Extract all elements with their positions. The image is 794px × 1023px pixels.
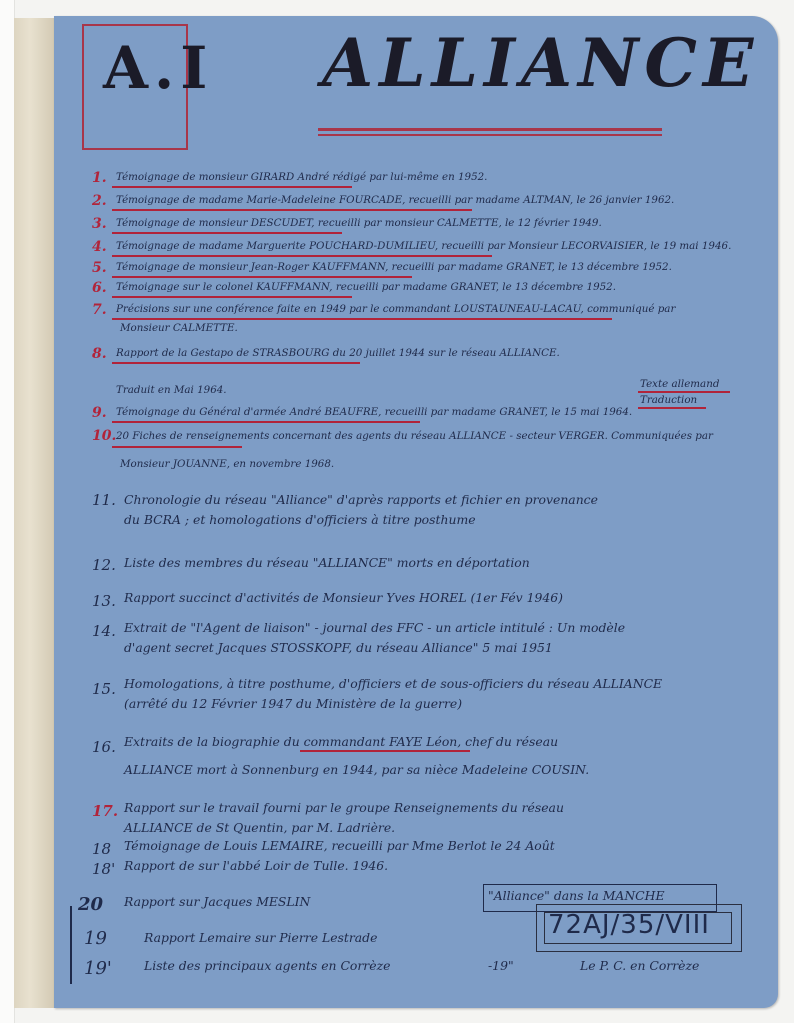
underline	[300, 750, 470, 752]
underline	[638, 407, 706, 409]
item-line: ALLIANCE mort à Sonnenburg en 1944, par sa nièce Madeleine COUSIN.	[124, 762, 590, 777]
underline	[112, 362, 360, 364]
item-number: 6.	[92, 280, 107, 296]
item-line: Chronologie du réseau "Alliance" d'après rapports et fichier en provenance	[124, 492, 598, 507]
item-line: Extraits de la biographie du commandant FAYE Léon, chef du réseau	[124, 734, 559, 749]
underline	[112, 255, 492, 257]
item-line: Rapport sur Jacques MESLIN	[124, 894, 311, 909]
item-number: 20	[78, 894, 104, 915]
underline	[112, 209, 472, 211]
title-underline	[318, 128, 662, 131]
item-side-note: Texte allemand	[640, 378, 720, 390]
item-line: Monsieur JOUANNE, en novembre 1968.	[120, 458, 335, 470]
underline	[112, 296, 352, 298]
item-number: 14.	[92, 622, 116, 640]
item-line: Témoignage de monsieur GIRARD André rédigé par lui-même en 1952.	[116, 171, 488, 183]
item-number: 1.	[92, 170, 107, 186]
underline	[112, 276, 412, 278]
item-number: 9.	[92, 405, 107, 421]
item-side-note: Traduction	[640, 394, 698, 406]
folder-spine	[14, 18, 55, 1008]
item-line: Rapport sur le travail fourni par le groupe Renseignements du réseau	[124, 800, 564, 815]
item-number: 5.	[92, 260, 107, 276]
title-name: ALLIANCE	[322, 24, 760, 102]
title-underline-2	[318, 134, 662, 136]
underline	[112, 232, 342, 234]
item-line: (arrêté du 12 Février 1947 du Ministère de la guerre)	[124, 696, 463, 711]
underline	[112, 186, 352, 188]
bracket-mark	[70, 906, 78, 984]
item-line: 20 Fiches de renseignements concernant des agents du réseau ALLIANCE - secteur VERGER. Communiquées par	[116, 430, 713, 442]
item-number: 19'	[84, 958, 112, 979]
archive-stamp: 72AJ/35/VIII	[548, 910, 710, 940]
item-line: Liste des principaux agents en Corrèze	[144, 958, 391, 973]
item-side-note: Le P. C. en Corrèze	[580, 958, 700, 973]
item-line: Précisions sur une conférence faite en 1949 par le commandant LOUSTAUNEAU-LACAU, communiqué par	[116, 303, 676, 315]
item-number: 11.	[92, 491, 116, 509]
title-code: A.I	[103, 34, 214, 102]
item-number: 2.	[92, 193, 107, 209]
item-line: Monsieur CALMETTE.	[120, 322, 238, 334]
item-number: 13.	[92, 592, 116, 610]
item-number: 18	[92, 840, 112, 858]
item-number: 19	[84, 928, 107, 949]
item-number: 12.	[92, 556, 116, 574]
item-number: 15.	[92, 680, 116, 698]
item-number: 7.	[92, 302, 107, 318]
item-number: 8.	[92, 346, 107, 362]
item-number: 3.	[92, 216, 107, 232]
item-line: Témoignage de madame Marie-Madeleine FOURCADE, recueilli par madame ALTMAN, le 26 janvier 1962.	[116, 194, 675, 206]
item-line: Témoignage sur le colonel KAUFFMANN, recueilli par madame GRANET, le 13 décembre 1952.	[116, 281, 617, 293]
underline	[112, 421, 420, 423]
item-number: 18'	[92, 860, 116, 878]
item-line: Témoignage de madame Marguerite POUCHARD-DUMILIEU, recueilli par Monsieur LECORVAISIER, le 19 mai 1946.	[116, 240, 732, 252]
item-line: ALLIANCE de St Quentin, par M. Ladrière.	[124, 820, 396, 835]
item-line: Témoignage de monsieur DESCUDET, recueilli par monsieur CALMETTE, le 12 février 1949.	[116, 217, 602, 229]
underline	[638, 391, 730, 393]
item-line: Témoignage de Louis LEMAIRE, recueilli par Mme Berlot le 24 Août	[124, 838, 555, 853]
item-line: du BCRA ; et homologations d'officiers à titre posthume	[124, 512, 476, 527]
item-line: Témoignage de monsieur Jean-Roger KAUFFMANN, recueilli par madame GRANET, le 13 décembre 1952.	[116, 261, 672, 273]
page-edge	[0, 0, 15, 1023]
underline	[112, 446, 242, 448]
item-line: Extrait de "l'Agent de liaison" - journal des FFC - un article intitulé : Un modèle	[124, 620, 626, 635]
item-line: Liste des membres du réseau "ALLIANCE" morts en déportation	[124, 555, 530, 570]
item-number: 17.	[92, 802, 119, 820]
item-line: Rapport de la Gestapo de STRASBOURG du 20 juillet 1944 sur le réseau ALLIANCE.	[116, 347, 560, 359]
item-number: 16.	[92, 738, 116, 756]
item-side-note: "Alliance" dans la MANCHE	[488, 888, 665, 903]
item-side-note: -19"	[488, 958, 514, 973]
item-number: 4.	[92, 239, 107, 255]
item-number: 10.	[92, 428, 117, 444]
item-line: Témoignage du Général d'armée André BEAUFRE, recueilli par madame GRANET, le 15 mai 1964.	[116, 406, 633, 418]
item-line: Rapport Lemaire sur Pierre Lestrade	[144, 930, 378, 945]
underline	[112, 318, 612, 320]
item-line: Homologations, à titre posthume, d'officiers et de sous-officiers du réseau ALLIANCE	[124, 676, 663, 691]
item-line: Rapport succinct d'activités de Monsieur Yves HOREL (1er Fév 1946)	[124, 590, 563, 605]
item-line: Traduit en Mai 1964.	[116, 384, 227, 396]
item-line: d'agent secret Jacques STOSSKOPF, du réseau Alliance" 5 mai 1951	[124, 640, 553, 655]
item-line: Rapport de sur l'abbé Loir de Tulle. 1946.	[124, 858, 389, 873]
